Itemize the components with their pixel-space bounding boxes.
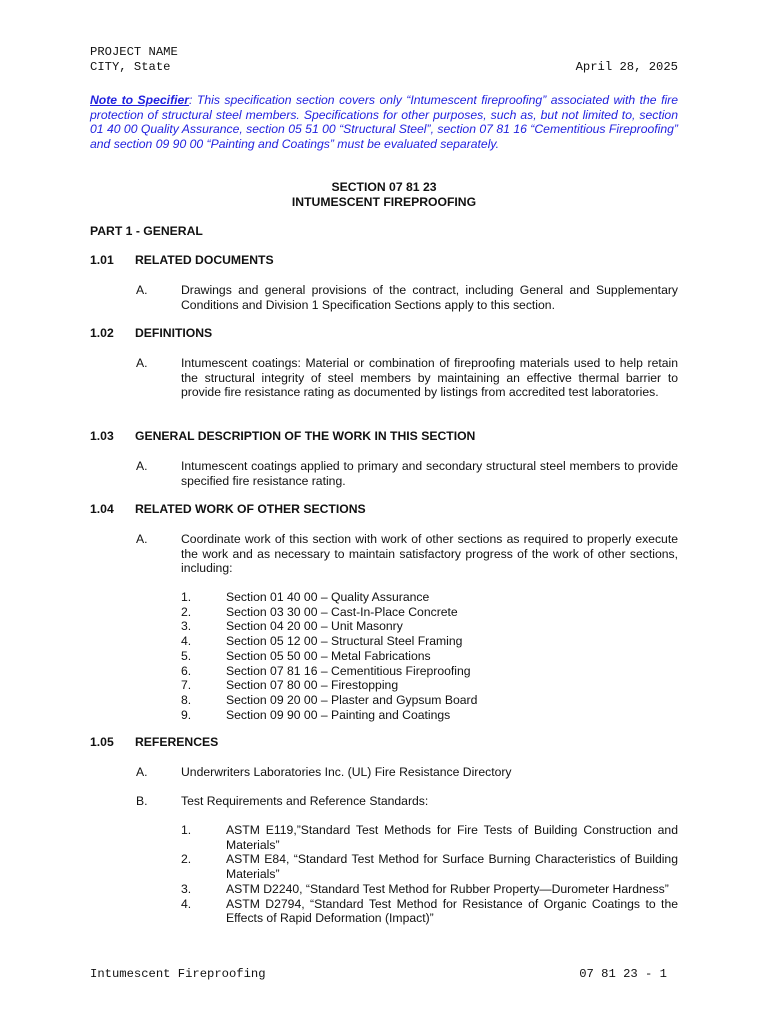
list-item [181,590,678,605]
paragraph-text: Underwriters Laboratories Inc. (UL) Fire Resistance Directory [181,765,512,779]
paragraph-text: Test Requirements and Reference Standards: [181,794,429,808]
list-number: 2. [181,604,192,619]
list-item [181,619,678,634]
page-header-left [90,45,178,75]
related-sections-list [181,590,678,722]
list-number: 3. [181,619,192,634]
city-state: CITY, State [90,60,171,74]
paragraph-letter: A. [136,356,148,370]
list-number: 6. [181,663,192,678]
list-number: 9. [181,707,192,722]
list-number: 1. [181,823,192,837]
paragraph-1-03-a [136,459,678,488]
list-item [181,693,678,708]
paragraph-1-05-a [136,765,678,780]
note-to-specifier [90,93,678,152]
article-number: 1.01 [90,253,114,267]
article-title: REFERENCES [135,735,219,749]
note-label: Note to Specifier [90,93,190,107]
list-text: Section 05 50 00 – Metal Fabrications [226,648,431,663]
list-item [181,649,678,664]
list-number: 2. [181,852,192,867]
paragraph-1-04-a [136,532,678,576]
list-text: Section 07 81 16 – Cementitious Fireproofing [226,663,471,678]
list-item [181,605,678,620]
list-number: 4. [181,634,192,649]
list-item [181,852,678,881]
list-text: Section 03 30 00 – Cast-In-Place Concrete [226,604,458,619]
article-title: GENERAL DESCRIPTION OF THE WORK IN THIS SECTION [135,429,476,443]
list-item [181,708,678,723]
list-number: 8. [181,692,192,707]
list-text: Section 07 80 00 – Firestopping [226,678,399,693]
list-text: Section 01 40 00 – Quality Assurance [226,590,430,604]
article-title: RELATED WORK OF OTHER SECTIONS [135,502,366,516]
list-item [181,634,678,649]
list-text: Section 04 20 00 – Unit Masonry [226,619,403,634]
list-item [181,882,678,897]
article-number: 1.03 [90,429,114,443]
list-text: Section 05 12 00 – Structural Steel Framing [226,634,463,649]
paragraph-letter: B. [136,794,148,808]
paragraph-text: Coordinate work of this section with work of other sections as required to properly execute the work and as necessary to maintain satisfactory progress of the work of other sections, including: [181,532,678,576]
list-number: 3. [181,881,192,896]
header-date: April 28, 2025 [575,60,678,74]
list-text: Section 09 90 00 – Painting and Coatings [226,707,451,722]
list-item [181,678,678,693]
paragraph-1-05-b [136,794,678,809]
list-number: 1. [181,590,192,604]
paragraph-text: Intumescent coatings applied to primary and secondary structural steel members to provide specified fire resistance rating. [181,459,678,488]
list-number: 4. [181,896,192,911]
list-item [181,823,678,852]
list-text: ASTM E84, “Standard Test Method for Surface Burning Characteristics of Building Materials” [226,852,678,882]
list-text: ASTM D2794, “Standard Test Method for Resistance of Organic Coatings to the Effects of Rapid Deformation (Impact)” [226,896,678,926]
list-text: Section 09 20 00 – Plaster and Gypsum Board [226,692,478,707]
paragraph-1-01-a [136,283,678,312]
paragraph-letter: A. [136,283,148,297]
list-text: ASTM D2240, “Standard Test Method for Rubber Property—Durometer Hardness” [226,881,669,896]
footer-page-number: 07 81 23 - 1 [579,967,667,981]
list-number: 7. [181,678,192,693]
list-number: 5. [181,648,192,663]
section-title-block [90,180,678,209]
list-item [181,897,678,926]
section-title: INTUMESCENT FIREPROOFING [291,194,477,209]
list-text: ASTM E119,”Standard Test Methods for Fire Tests of Building Construction and Materials” [226,823,678,852]
paragraph-letter: A. [136,765,148,779]
article-number: 1.04 [90,502,114,516]
paragraph-text: Intumescent coatings: Material or combination of fireproofing materials used to help retain the structural integrity of steel members by maintaining an effective thermal barrier to provide fire resistance rating as documented by listings from accredited test laboratories. [181,356,678,400]
note-text: : This specification section covers only “Intumescent fireproofing” associated with the fire protection of structural steel members. Specifications for other purposes, such as, but not limited to, section 01 40 00 Quality Assurance, section 05 51 00 “Structural Steel”, section 07 81 16 “Cementitious Fireproofing” and section 09 90 00 “Painting and Coatings” must be evaluated separately. [90,93,679,152]
paragraph-1-02-a [136,356,678,400]
paragraph-letter: A. [136,532,148,546]
section-number: SECTION 07 81 23 [331,180,437,194]
part-heading: PART 1 - GENERAL [90,224,203,238]
article-title: RELATED DOCUMENTS [135,253,274,267]
list-item [181,664,678,679]
standards-list [181,823,678,926]
project-name: PROJECT NAME [90,45,178,59]
paragraph-letter: A. [136,459,148,473]
article-number: 1.02 [90,326,114,340]
paragraph-text: Drawings and general provisions of the contract, including General and Supplementary Conditions and Division 1 Specification Sections apply to this section. [181,283,678,312]
article-number: 1.05 [90,735,114,749]
article-title: DEFINITIONS [135,326,213,340]
footer-title: Intumescent Fireproofing [90,967,266,981]
